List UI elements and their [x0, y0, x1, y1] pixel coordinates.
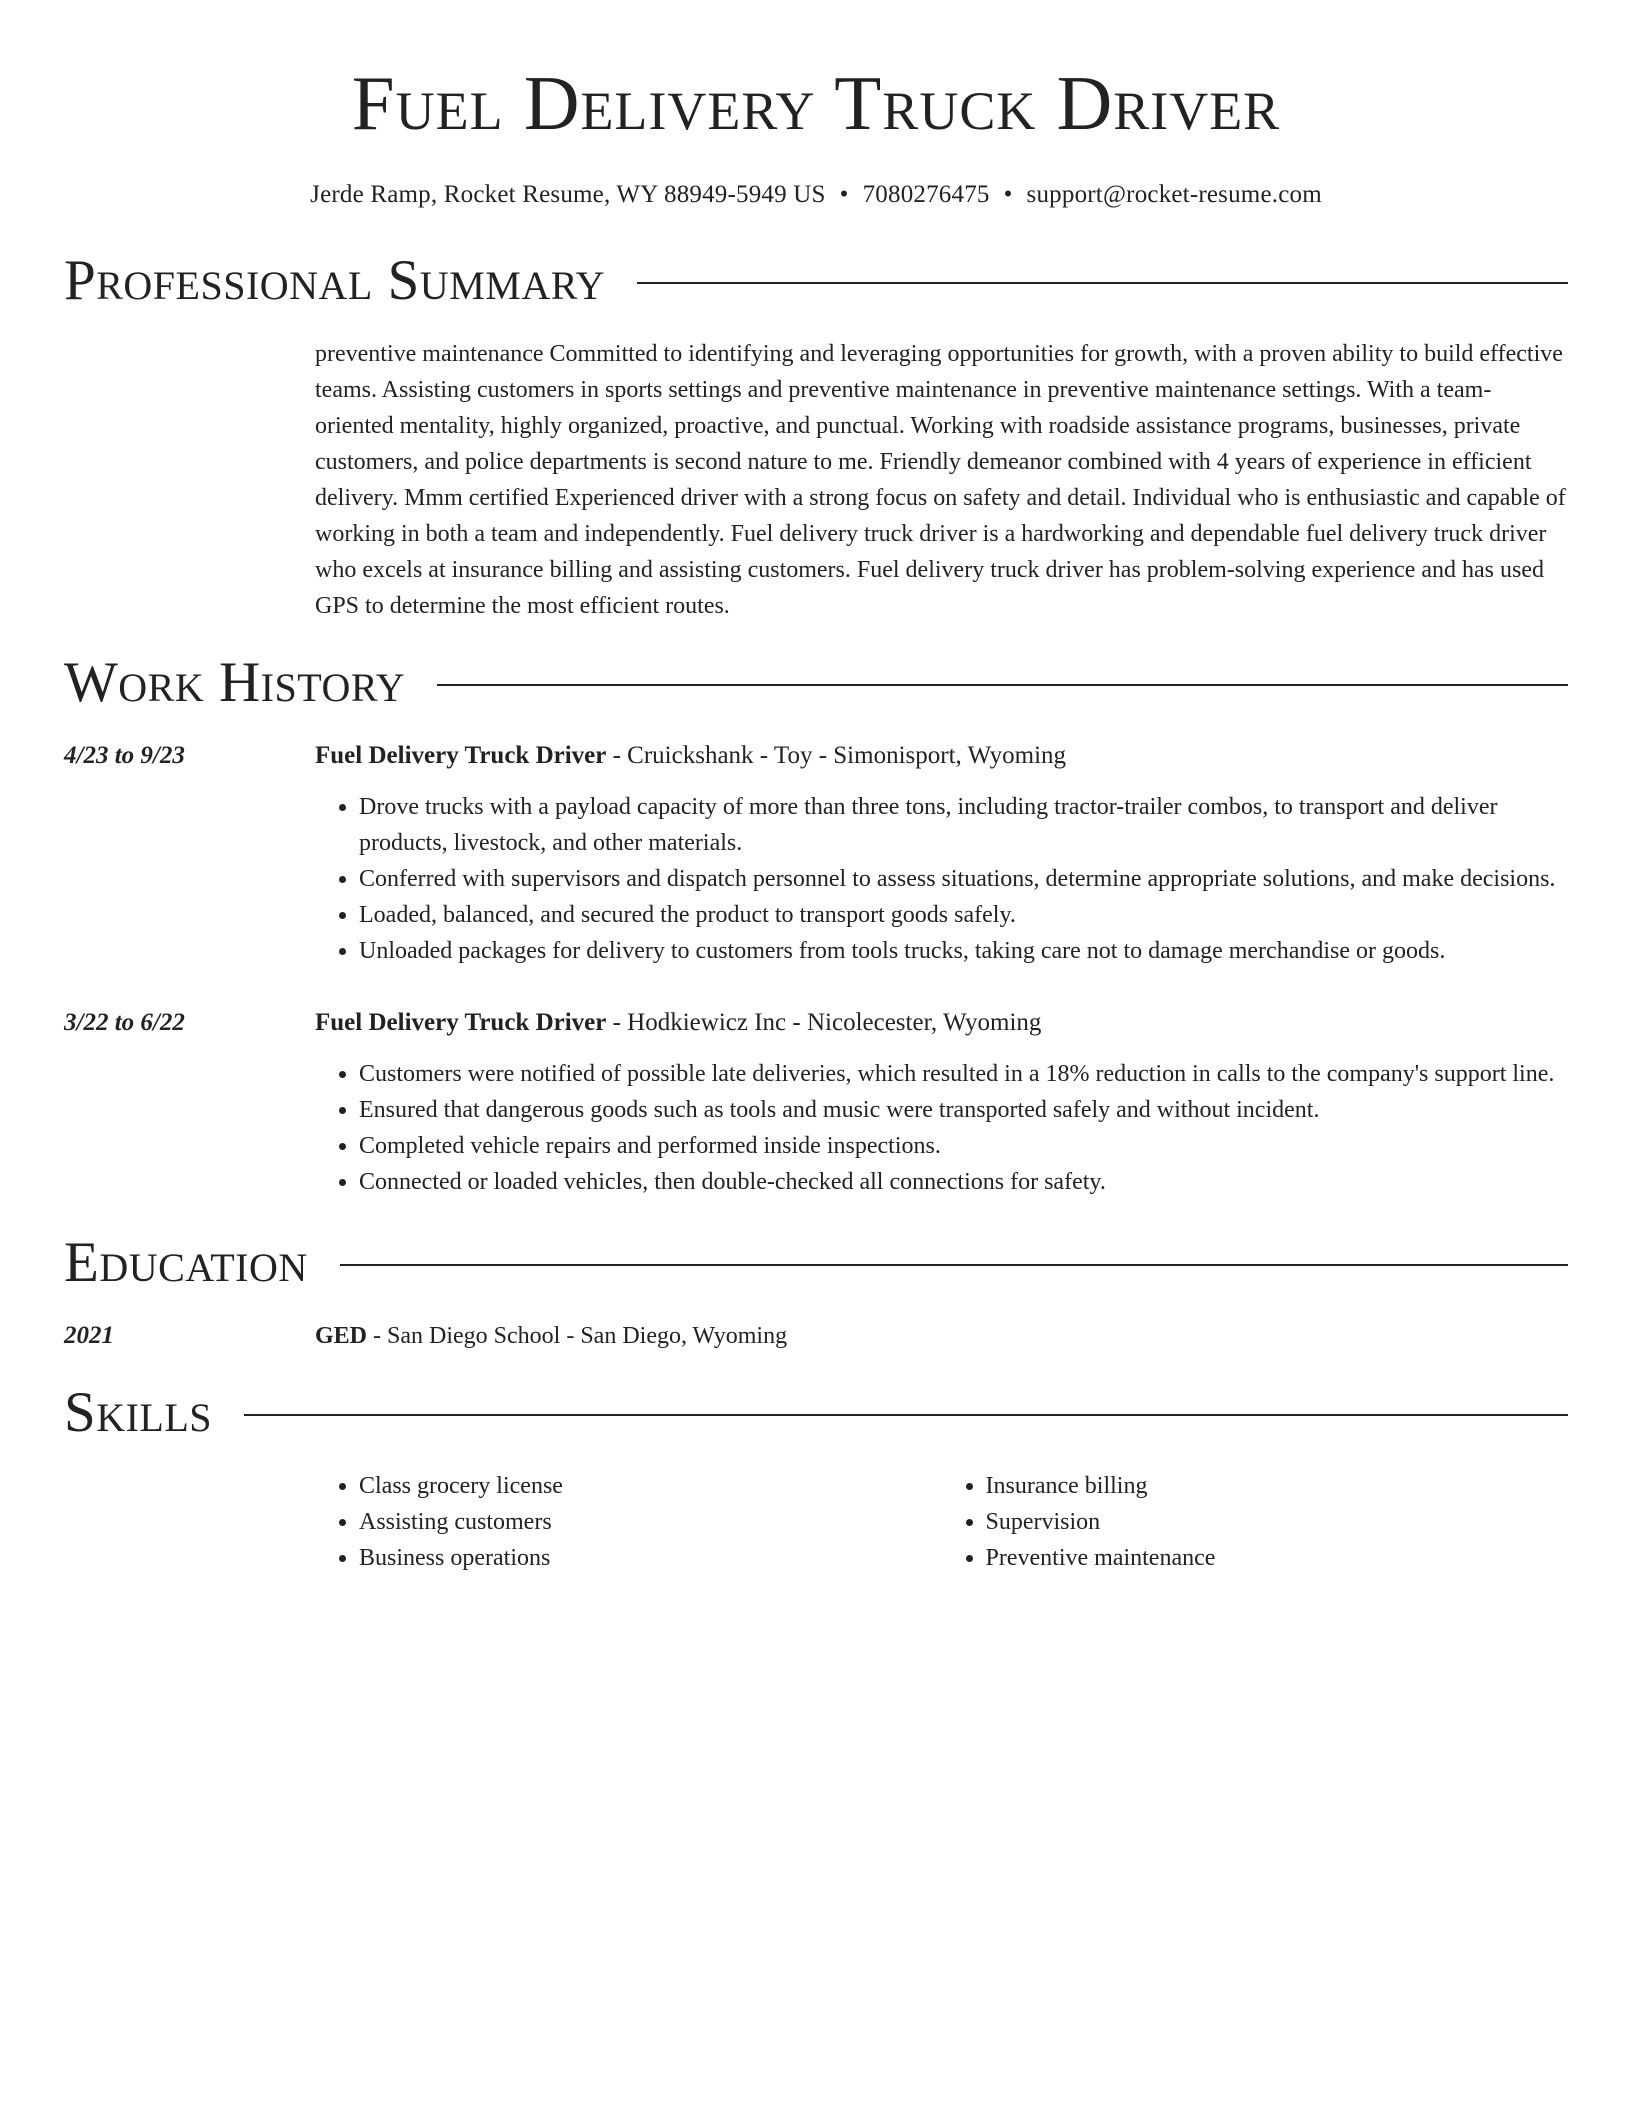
section-divider [244, 1414, 1568, 1416]
skill-item: • Business operations [359, 1540, 942, 1576]
job-bullet: • Completed vehicle repairs and performed inside inspections. [359, 1128, 1568, 1164]
job-title-line [315, 738, 1568, 774]
work-section-header [64, 650, 1568, 716]
resume-name: Fuel Delivery Truck Driver [351, 60, 1281, 146]
job-dates: 4/23 to 9/23 [64, 742, 185, 769]
skill-item: • Supervision [986, 1504, 1569, 1540]
summary-section-header [64, 248, 1568, 314]
contact-phone: 7080276475 [862, 181, 990, 208]
skill-item: • Preventive maintenance [986, 1540, 1569, 1576]
job-bullet: • Ensured that dangerous goods such as tools and music were transported safely and without incident. [359, 1092, 1568, 1128]
education-year: 2021 [64, 1322, 114, 1349]
job-dates: 3/22 to 6/22 [64, 1009, 185, 1036]
summary-spacer [64, 336, 315, 624]
skills-section-header [64, 1380, 1568, 1446]
skills-column-right [942, 1468, 1569, 1576]
job-body [315, 1005, 1568, 1200]
skills-section-title: Skills [64, 1381, 213, 1444]
job-entry [64, 738, 1568, 969]
education-entry [64, 1318, 1568, 1354]
job-bullet: • Conferred with supervisors and dispatch personnel to assess situations, determine appropriate solutions, and make decisions. [359, 861, 1568, 897]
job-bullets [315, 1056, 1568, 1200]
job-bullet: • Connected or loaded vehicles, then double-checked all connections for safety. [359, 1164, 1568, 1200]
education-section-title: Education [64, 1231, 308, 1294]
education-degree: GED [315, 1323, 368, 1349]
job-role: Fuel Delivery Truck Driver [315, 742, 607, 769]
summary-text: preventive maintenance Committed to identifying and leveraging opportunities for growth, with a proven ability to build effective teams. Assisting customers in sports settings and preventive maintenance in preventive maintenance settings. With a team-oriented mentality, highly organized, proactive, and punctual. Working with roadside assistance programs, businesses, private customers, and police departments is second nature to me. Friendly demeanor combined with 4 years of experience in efficient delivery. Mmm certified Experienced driver with a strong focus on safety and detail. Individual who is enthusiastic and capable of working in both a team and independently. Fuel delivery truck driver is a hardworking and dependable fuel delivery truck driver who excels at insurance billing and assisting customers. Fuel delivery truck driver has problem-solving experience and has used GPS to determine the most efficient routes. [315, 341, 1566, 619]
section-divider [437, 684, 1568, 686]
education-section-header [64, 1230, 1568, 1296]
skill-item: • Class grocery license [359, 1468, 942, 1504]
job-role: Fuel Delivery Truck Driver [315, 1009, 607, 1036]
contact-email: support@rocket-resume.com [1026, 181, 1322, 208]
section-divider [340, 1264, 1568, 1266]
job-bullet: • Unloaded packages for delivery to customers from tools trucks, taking care not to damage merchandise or goods. [359, 933, 1568, 969]
skills-row [64, 1468, 1568, 1576]
contact-line [64, 178, 1568, 212]
section-divider [637, 282, 1568, 284]
contact-address: Jerde Ramp, Rocket Resume, WY 88949-5949 US [310, 181, 826, 208]
education-line [315, 1318, 1568, 1354]
job-employer: - Hodkiewicz Inc - Nicolecester, Wyoming [606, 1009, 1042, 1036]
job-employer: - Cruickshank - Toy - Simonisport, Wyoming [606, 742, 1067, 769]
job-bullet: • Loaded, balanced, and secured the product to transport goods safely. [359, 897, 1568, 933]
summary-row [64, 336, 1568, 624]
job-entry [64, 1005, 1568, 1200]
skills-column-left [315, 1468, 942, 1576]
job-bullets [315, 789, 1568, 969]
job-title-line [315, 1005, 1568, 1041]
contact-separator: • [839, 181, 849, 208]
job-bullet: • Customers were notified of possible late deliveries, which resulted in a 18% reduction in calls to the company's support line. [359, 1056, 1568, 1092]
summary-section-title: Professional Summary [64, 249, 606, 312]
work-section-title: Work History [64, 651, 406, 714]
job-body [315, 738, 1568, 969]
education-school: - San Diego School - San Diego, Wyoming [367, 1323, 788, 1349]
contact-separator: • [1003, 181, 1013, 208]
job-bullet: • Drove trucks with a payload capacity of more than three tons, including tractor-trailer combos, to transport and deliver products, livestock, and other materials. [359, 789, 1568, 861]
skills-spacer [64, 1468, 315, 1576]
skill-item: • Assisting customers [359, 1504, 942, 1540]
skill-item: • Insurance billing [986, 1468, 1569, 1504]
skills-grid [315, 1468, 1568, 1576]
